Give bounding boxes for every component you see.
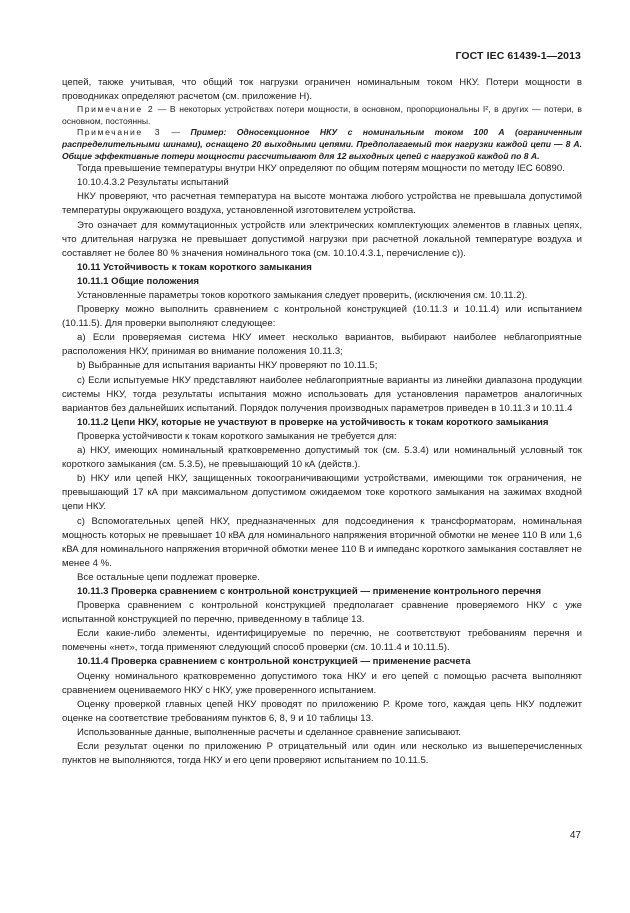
page-number: 47	[569, 830, 581, 841]
paragraph: Оценку проверкой главных цепей НКУ проводят по приложению Р. Кроме того, каждая цепь НКУ подлежит оценке на соответствие требованиям пунктов 6, 8, 9 и 10 таблицы 13.	[62, 698, 582, 724]
standard-header: ГОСТ IEC 61439-1—2013	[455, 50, 581, 62]
section-heading: 10.11.2 Цепи НКУ, которые не участвуют в проверке на устойчивость к токам короткого замыкания	[77, 416, 549, 428]
paragraph: Это означает для коммутационных устройств или электрических комплектующих элементов в главных цепях, что длительная нагрузка не превышает допустимой нагрузки при расчетной локальной температуре воздуха и составляет не более 80 % значения номинального тока (см. 10.10.4.3.1, перечисление с)).	[62, 219, 582, 259]
paragraph: НКУ проверяют, что расчетная температура на высоте монтажа любого устройства не превышала допустимой температуры окружающего воздуха, установленной изготовителем устройства.	[62, 191, 582, 217]
paragraph: Проверка устойчивости к токам короткого замыкания не требуется для:	[77, 430, 397, 442]
paragraph: цепей, также учитывая, что общий ток нагрузки ограничен номинальным током НКУ. Потери мощности в проводниках определяют расчетом (см. приложение Н).	[62, 77, 582, 103]
list-item: b) НКУ или цепей НКУ, защищенных токоограничивающими устройствами, имеющими ток ограничения, не превышающий 17 кА при максимальном допустимом ожидаемом токе короткого замыкания на зажимах входной цепи НКУ.	[62, 473, 582, 513]
section-heading: 10.11.3 Проверка сравнением с контрольной конструкцией — применение контрольного перечня	[77, 585, 542, 597]
section-heading: 10.11 Устойчивость к токам короткого замыкания	[77, 261, 312, 273]
list-item: c) Вспомогательных цепей НКУ, предназначенных для подсоединения к трансформаторам, номинальная мощность которых не превышает 10 кВА для номинального напряжения вторичной обмотки не менее 110 В или 1,6 кВА для номинального напряжения вторичной обмотки менее 110 В и импеданс короткого замыкания составляет не менее 4 %.	[62, 515, 583, 569]
note-3	[62, 127, 582, 162]
paragraph: Оценку номинального кратковременно допустимого тока НКУ и его цепей с помощью расчета выполняют сравнением оцениваемого НКУ с НКУ, уже проверенного испытанием.	[62, 670, 582, 696]
note-label: Примечание 3	[77, 127, 162, 138]
paragraph: Проверку можно выполнить сравнением с контрольной конструкцией (10.11.3 и 10.11.4) или испытанием (10.11.5). Для проверки выполняют следующее:	[62, 304, 582, 330]
document-body	[62, 76, 582, 768]
note-text: — В некоторых устройствах потери мощности, в основном, пропорциональны I², в других — потери, в основном, постоянны.	[62, 104, 583, 126]
note-2	[62, 104, 582, 127]
paragraph: Установленные параметры токов короткого замыкания следует проверить, (исключения см. 10.11.2).	[77, 290, 528, 301]
subsection-title: 10.10.4.3.2 Результаты испытаний	[77, 177, 229, 189]
list-item: a) НКУ, имеющих номинальный кратковременно допустимый ток (см. 5.3.4) или номинальный условный ток короткого замыкания (см. 5.3.5), не превышающий 10 кА (действ.).	[62, 445, 582, 471]
paragraph: Если какие-либо элементы, идентифицируемые по перечню, не соответствуют требованиям перечня и помечены «нет», тогда применяют следующий способ проверки (см. 10.11.4 и 10.11.5).	[62, 628, 582, 654]
list-item: c) Если испытуемые НКУ представляют наиболее неблагоприятные варианты из линейки диапазона продукции системы НКУ, тогда результаты испытания можно использовать для установления параметров аналогичных вариантов без дальнейших испытаний. Порядок получения производных параметров приведен в 10.11.3 и 10.11.4	[62, 374, 582, 414]
paragraph: Проверка сравнением с контрольной конструкцией предполагает сравнение проверяемого НКУ с уже испытанной конструкцией по перечню, приведенному в таблице 13.	[62, 600, 582, 626]
note-label: Примечание 2	[77, 104, 155, 115]
paragraph: Все остальные цепи подлежат проверке.	[77, 571, 260, 583]
section-heading: 10.11.1 Общие положения	[77, 275, 199, 287]
paragraph: Тогда превышение температуры внутри НКУ определяют по общим потерям мощности по методу IEC 60890.	[77, 163, 565, 175]
note-example: Пример: Односекционное НКУ с номинальным током 100 А (ограниченным распределительными шинами), оснащено 20 выходными цепями. Предполагаемый ток нагрузки каждой цепи — 8 А. Общие эффективные потери мощности рассчитывают для 12 выходных цепей с нагрузкой каждой по 8 А.	[62, 127, 582, 161]
paragraph: Если результат оценки по приложению Р отрицательный или один или несколько из вышеперечисленных пунктов не выполняются, тогда НКУ и его цепи проверяют испытанием по 10.11.5.	[62, 741, 582, 767]
list-item: b) Выбранные для испытания варианты НКУ проверяют по 10.11.5;	[77, 360, 378, 372]
list-item: a) Если проверяемая система НКУ имеет несколько вариантов, выбирают наиболее неблагоприятные расположения НКУ, принимая во внимание положения 10.11.3;	[62, 332, 582, 358]
paragraph: Использованные данные, выполненные расчеты и сделанное сравнение записывают.	[77, 726, 461, 738]
note-dash: —	[161, 127, 191, 138]
section-heading: 10.11.4 Проверка сравнением с контрольной конструкцией — применение расчета	[77, 656, 471, 668]
